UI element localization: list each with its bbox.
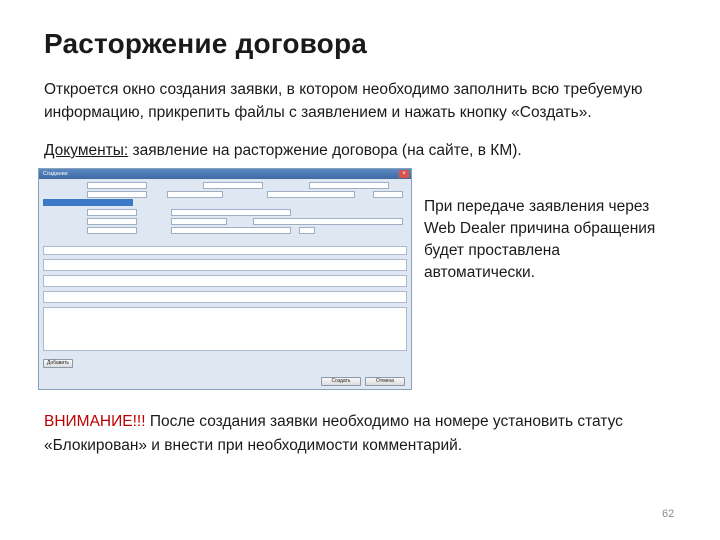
- dropdown-field: [373, 191, 403, 198]
- form-row: [43, 191, 407, 198]
- form-field: [253, 218, 403, 225]
- form-row: [43, 218, 407, 225]
- form-field: [309, 182, 389, 189]
- documents-line: [44, 142, 522, 160]
- form-row: [43, 182, 407, 189]
- attach-button: Добавить: [43, 359, 73, 368]
- request-window-screenshot: [38, 168, 412, 390]
- warning-body: После создания заявки необходимо на номере установить статус «Блокирован» и внести при необходимости комментарий.: [44, 413, 623, 454]
- form-field: [299, 227, 315, 234]
- intro-text: Откроется окно создания заявки, в котором необходимо заполнить всю требуемую информацию, прикрепить файлы с заявлением и нажать кнопку «Создать».: [44, 81, 643, 121]
- form-field: [167, 191, 223, 198]
- page-number: 62: [662, 508, 675, 520]
- form-field: [171, 218, 227, 225]
- window-title: Создание: [43, 171, 68, 177]
- form-field: [87, 209, 137, 216]
- cancel-button: Отмена: [365, 377, 405, 386]
- form-field: [171, 209, 291, 216]
- documents-text: заявление на расторжение договора (на сайте, в КМ).: [128, 142, 522, 159]
- dropdown-field: [87, 227, 137, 234]
- side-note: При передаче заявления через Web Dealer причина обращения будет проставлена автоматически.: [424, 198, 656, 281]
- form-field: [87, 218, 137, 225]
- form-section: [43, 275, 407, 287]
- dropdown-field: [267, 191, 355, 198]
- close-icon: ×: [399, 170, 409, 178]
- form-section: [43, 291, 407, 303]
- form-field: [87, 191, 147, 198]
- form-row: [43, 227, 407, 234]
- window-title-bar: [39, 169, 411, 179]
- form-row: [43, 209, 407, 216]
- form-section: [43, 307, 407, 351]
- form-section: [43, 259, 407, 271]
- form-field: [87, 182, 147, 189]
- warning-text: [44, 410, 684, 458]
- documents-label: Документы:: [44, 142, 129, 159]
- slide-title: Расторжение договора: [44, 28, 368, 59]
- create-button: Создать: [321, 377, 361, 386]
- form-field: [203, 182, 263, 189]
- status-highlight: [43, 199, 133, 206]
- warning-label: ВНИМАНИЕ!!!: [44, 413, 146, 430]
- form-field: [171, 227, 291, 234]
- form-section: [43, 246, 407, 255]
